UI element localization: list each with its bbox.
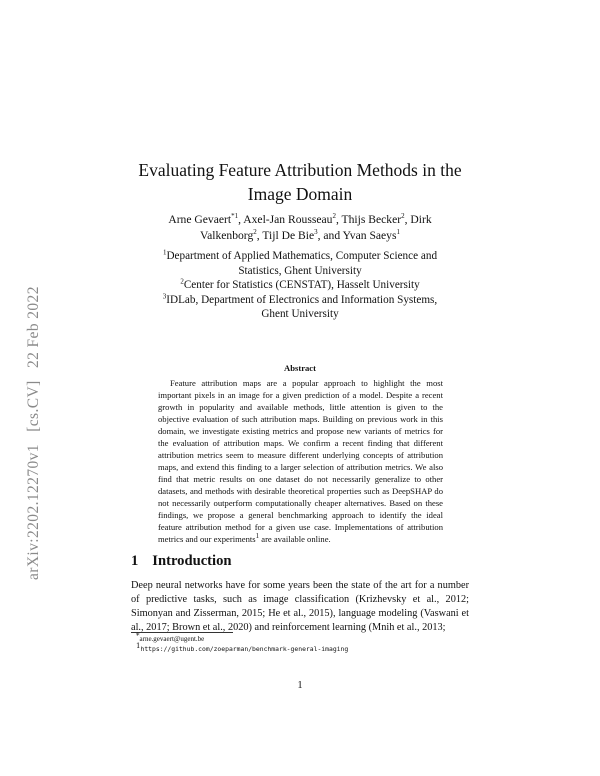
author-sup: 2	[253, 228, 257, 237]
author-list	[130, 212, 470, 244]
intro-paragraph: Deep neural networks have for some years been the state of the art for a number of predictive tasks, such as image classification (Krizhevsky et al., 2012; Simonyan and Zisserman, 2015; He et al., 2015), language modeling (Vaswani et al., 2017; Brown et al., 2020) and reinforcement learning (Mnih et al., 2013;	[131, 580, 469, 633]
section-heading	[131, 553, 232, 570]
author-sup: *1	[231, 212, 239, 221]
footnote-list	[136, 631, 349, 654]
affiliation-item	[120, 278, 480, 293]
affiliation-list	[120, 249, 480, 322]
footnote-link[interactable]: https://github.com/zoeparman/benchmark-general-imaging	[140, 645, 349, 653]
arxiv-id: arXiv:2202.12270v1	[25, 444, 42, 580]
footnote-divider	[131, 632, 233, 633]
page-number: 1	[297, 680, 303, 691]
affiliation-item	[120, 249, 480, 264]
affiliation-sup: 2	[180, 277, 184, 286]
footnote-ref: 1	[255, 532, 260, 541]
author-sup: 1	[396, 228, 400, 237]
author-name: , Axel-Jan Rousseau	[238, 213, 333, 226]
author-name: , Tijl De Bie	[256, 229, 315, 242]
footnote-mark: *	[136, 631, 140, 640]
section-number: 1	[131, 553, 139, 569]
affiliation-line: IDLab, Department of Electronics and Information Systems,	[166, 293, 438, 306]
affiliation-line: Center for Statistics (CENSTAT), Hasselt University	[183, 279, 420, 291]
paper-title	[100, 158, 500, 206]
abstract-text: Feature attribution maps are a popular approach to highlight the most important pixels in an image for a given prediction of a model. Despite a recent growth in popularity and available methods, little attention is given to the objective evaluation of such attribution maps. Building on previous work in this domain, we investigate existing metrics and propose new variants of metrics for the evaluation of attribution maps. We confirm a recent finding that different attribution metrics seem to measure different underlying concepts of attribution maps, and extend this finding to a larger selection of attribution metrics. We also find that metric results on one dataset do not necessarily generalize to other datasets, and methods with desirable theoretical properties such as DeepSHAP do not necessarily outperform computationally cheaper alternatives. Based on these findings, we propose a general benchmarking approach to identify the ideal feature attribution method for a given use case. Implementations of attribution metrics and our experiments	[158, 378, 443, 544]
author-name: , Thijs Becker	[335, 213, 402, 226]
author-name: Valkenborg	[200, 229, 254, 242]
affiliation-sup: 1	[162, 248, 167, 257]
affiliation-line: Statistics, Ghent University	[238, 264, 362, 277]
section-title: Introduction	[152, 553, 232, 569]
abstract-heading: Abstract	[284, 363, 316, 373]
arxiv-watermark	[25, 278, 43, 580]
affiliation-sup: 3	[162, 291, 167, 300]
author-sup: 2	[332, 212, 336, 221]
title-line-1: Evaluating Feature Attribution Methods in the	[138, 160, 462, 180]
footnote-item	[136, 641, 349, 654]
arxiv-category: [cs.CV]	[25, 380, 42, 432]
title-line-2: Image Domain	[247, 184, 353, 204]
author-name: , and Yvan Saeys	[317, 229, 397, 242]
author-sup: 2	[401, 212, 405, 221]
abstract-text-end: are available online.	[259, 534, 331, 544]
footnote-email: arne.gevaert@ugent.be	[139, 635, 205, 643]
footnote-mark: 1	[136, 641, 141, 650]
author-name: Arne Gevaert	[168, 213, 232, 226]
author-sup: 3	[314, 228, 318, 237]
affiliation-item	[120, 293, 480, 308]
arxiv-date: 22 Feb 2022	[25, 286, 42, 369]
affiliation-line: Department of Applied Mathematics, Computer Science and	[166, 250, 438, 262]
footnote-item	[136, 631, 348, 644]
author-name: , Dirk	[404, 213, 432, 226]
affiliation-line: Ghent University	[261, 308, 339, 320]
abstract-body	[158, 377, 443, 545]
